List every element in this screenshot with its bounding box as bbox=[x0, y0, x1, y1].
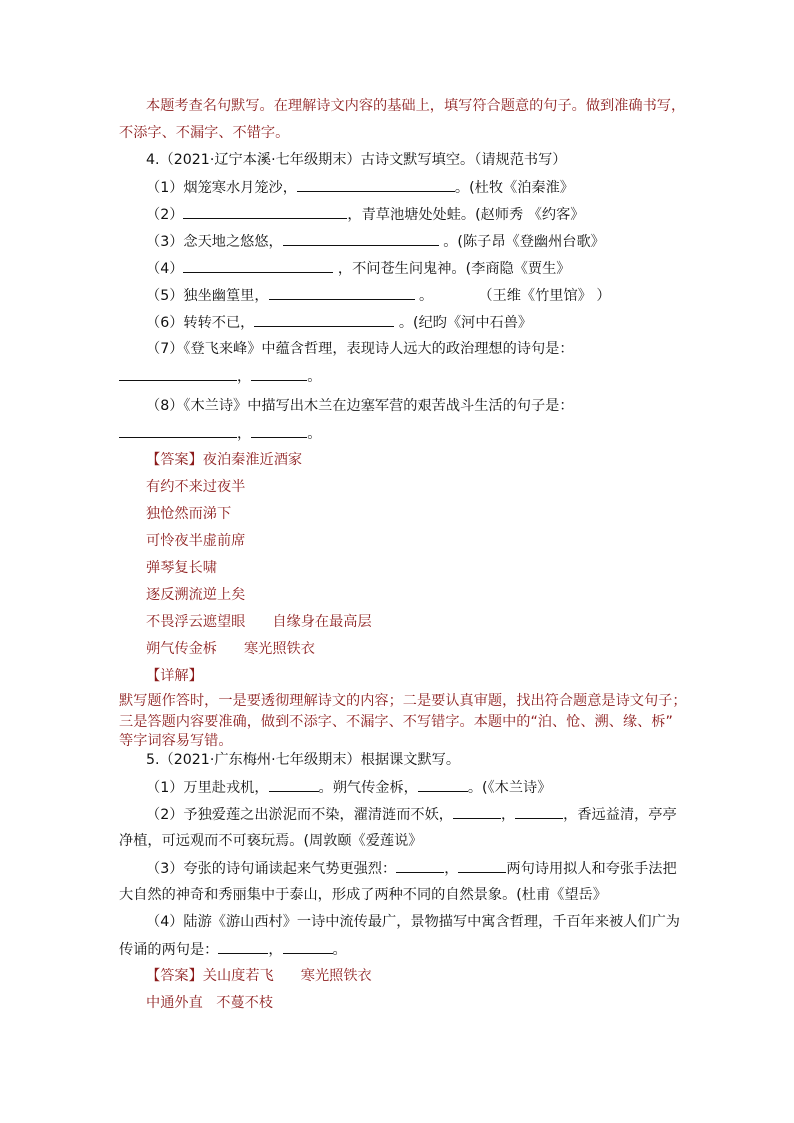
detail-line-2: 三是答题内容要准确，做到不添字、不漏字、不写错字。本题中的“泊、怆、溯、缘、柝” bbox=[119, 714, 673, 730]
q4-item-7: （7）《登飞来峰》中蕴含哲理，表现诗人远大的政治理想的诗句是： bbox=[146, 341, 574, 357]
q5-item-4: （4）陆游《游山西村》一诗中流传最广，景物描写中寓含哲理，千百年来被人们广为 bbox=[146, 914, 680, 930]
answer4-line-7: 不畏浮云遮望眼 自缘身在最高层 bbox=[146, 614, 372, 630]
q5-item-3-cont: 大自然的神奇和秀丽集中于泰山，形成了两种不同的自然景象。(杜甫《望岳》 bbox=[119, 887, 607, 903]
q4-item-2: （2） ，青草池塘处处蛙。(赵师秀 《约客》 bbox=[146, 204, 584, 225]
answer4-line-4: 可怜夜半虚前席 bbox=[146, 533, 246, 549]
answer-blank[interactable] bbox=[515, 804, 563, 819]
q4-item-7-blanks: ， 。 bbox=[119, 366, 321, 387]
q4-item-4: （4） ，不问苍生问鬼神。(李商隐《贾生》 bbox=[146, 258, 570, 279]
intro-line-2: 不添字、不漏字、不错字。 bbox=[119, 125, 290, 141]
answer4-line-8: 朔气传金柝 寒光照铁衣 bbox=[146, 641, 315, 657]
answer-blank[interactable] bbox=[119, 423, 237, 438]
answer-blank[interactable] bbox=[269, 777, 319, 792]
q4-item-1: （1）烟笼寒水月笼沙， 。(杜牧《泊秦淮》 bbox=[146, 177, 574, 198]
detail-label: 【详解】 bbox=[146, 668, 203, 684]
answer4-line-3: 独怆然而涕下 bbox=[146, 506, 232, 522]
answer-blank[interactable] bbox=[283, 231, 439, 246]
answer-blank[interactable] bbox=[453, 804, 501, 819]
answer-label: 【答案】 bbox=[146, 968, 203, 984]
q5-item-2: （2）予独爱莲之出淤泥而不染，濯清涟而不妖， ， ，香远益清，亭亭 bbox=[146, 804, 677, 825]
q4-item-8: （8）《木兰诗》中描写出木兰在边塞军营的艰苦战斗生活的句子是： bbox=[146, 398, 574, 414]
answer5-line-1: 【答案】关山度若飞 寒光照铁衣 bbox=[146, 968, 372, 984]
answer-blank[interactable] bbox=[269, 285, 415, 300]
answer-blank[interactable] bbox=[396, 858, 444, 873]
q4-item-3: （3）念天地之悠悠， 。(陈子昂《登幽州台歌》 bbox=[146, 231, 605, 252]
answer4-line-2: 有约不来过夜半 bbox=[146, 479, 246, 495]
answer4-line-6: 逐反溯流逆上矣 bbox=[146, 587, 246, 603]
answer-blank[interactable] bbox=[254, 312, 394, 327]
answer-blank[interactable] bbox=[251, 366, 307, 381]
intro-line-1: 本题考查名句默写。在理解诗文内容的基础上，填写符合题意的句子。做到准确书写， bbox=[146, 98, 686, 114]
answer-label: 【答案】 bbox=[146, 452, 203, 468]
answer4-line-1: 【答案】夜泊秦淮近酒家 bbox=[146, 452, 303, 468]
answer-blank[interactable] bbox=[218, 939, 268, 954]
answer-blank[interactable] bbox=[458, 858, 506, 873]
q5-item-2-cont: 净植，可远观而不可亵玩焉。(周敦颐《爱莲说》 bbox=[119, 833, 423, 849]
answer-blank[interactable] bbox=[183, 204, 347, 219]
q5-header: 5.（2021·广东梅州·七年级期末）根据课文默写。 bbox=[146, 752, 461, 768]
answer-blank[interactable] bbox=[283, 939, 333, 954]
answer-blank[interactable] bbox=[183, 258, 333, 273]
answer-blank[interactable] bbox=[119, 366, 237, 381]
answer5-line-2: 中通外直 不蔓不枝 bbox=[146, 995, 274, 1011]
detail-line-1: 默写题作答时，一是要透彻理解诗文的内容；二是要认真审题，找出符合题意是诗文句子； bbox=[119, 693, 687, 709]
q4-item-6: （6）转转不已， 。(纪昀《河中石兽》 bbox=[146, 312, 532, 333]
q5-item-3: （3）夸张的诗句诵读起来气势更强烈： ， 两句诗用拟人和夸张手法把 bbox=[146, 858, 677, 879]
answer-blank[interactable] bbox=[251, 423, 307, 438]
q4-item-8-blanks: ， 。 bbox=[119, 423, 321, 444]
detail-line-3: 等字词容易写错。 bbox=[119, 733, 233, 749]
q5-item-1: （1）万里赴戎机， 。朔气传金柝， 。(《木兰诗》 bbox=[146, 777, 551, 798]
q4-item-5: （5）独坐幽篁里， 。 （王维《竹里馆》 ） bbox=[146, 285, 611, 306]
answer-blank[interactable] bbox=[418, 777, 468, 792]
q4-header: 4.（2021·辽宁本溪·七年级期末）古诗文默写填空。（请规范书写） bbox=[146, 152, 567, 168]
answer-blank[interactable] bbox=[297, 177, 455, 192]
answer4-line-5: 弹琴复长啸 bbox=[146, 560, 217, 576]
q5-item-4-cont: 传诵的两句是： ， 。 bbox=[119, 939, 347, 960]
